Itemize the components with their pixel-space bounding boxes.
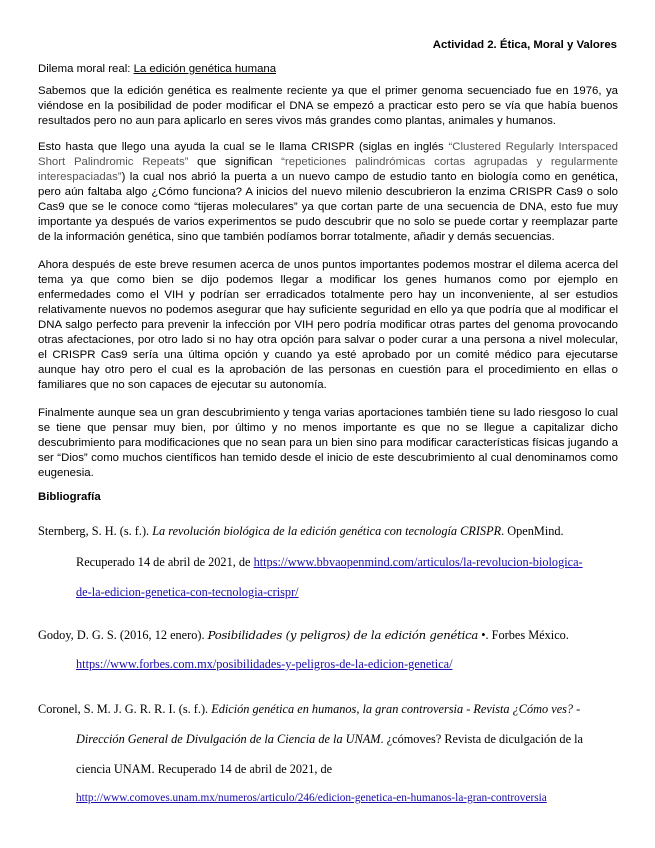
p2-text-a: Esto hasta que llego una ayuda la cual se le llama CRISPR (siglas en inglés (38, 141, 449, 153)
reference-2-line-1 (38, 628, 569, 643)
reference-3-line-3: ciencia UNAM. Recuperado 14 de abril de 2021, de (76, 762, 333, 776)
p2-crispr-spanish: “repeticiones palindrómicas cortas agrupadas y regularmente interespaciadas” (38, 156, 618, 183)
dilemma-line (38, 62, 276, 77)
ref1-author: Sternberg, S. H. (s. f.). (38, 524, 153, 538)
paragraph-1: Sabemos que la edición genética es realmente reciente ya que el primer genoma secuenciado fue en 1976, ya viéndose en la posibilidad de poder modificar el DNA se empezó a practicar esto pero se vía que había buenos resultados pero no aun para aplicarlo en seres vivos más grandes como plantas, animales y humanos. (38, 85, 618, 127)
ref2-title: Posibilidades (y peligros) de la edición genética (207, 628, 479, 642)
reference-3-line-1 (38, 702, 580, 717)
reference-3-line-4 (76, 792, 547, 804)
reference-1-line-2 (76, 555, 583, 570)
activity-title: Actividad 2. Ética, Moral y Valores (432, 39, 617, 51)
p2-text-c: que significan (188, 156, 282, 168)
p2-crispr-english: “Clustered Regularly Interspaced Short Palindromic Repeats” (38, 141, 619, 168)
ref3-title-continued: Dirección General de Divulgación de la Ciencia de la UNAM (76, 732, 381, 746)
dilemma-label: Dilema moral real: (38, 63, 134, 75)
paragraph-2 (38, 140, 618, 245)
ref2-author: Godoy, D. G. S. (2016, 12 enero). (38, 628, 208, 642)
ref3-link[interactable]: http://www.comoves.unam.mx/numeros/articulo/246/edicion-genetica-en-humanos-la-gran-controversia (76, 792, 547, 804)
paragraph-4: Finalmente aunque sea un gran descubrimiento y tenga varias aportaciones también tiene su lado riesgoso lo cual se tiene que pensar muy bien, por último y no menos importante es que no se llegue a capitalizar dicho descubrimiento para modificaciones que no sean para un bien sino para modificar características físicas jugando a ser “Dios” como muchos científicos han temido desde el inicio de este descubrimiento al cual denominamos como eugenesia. (38, 407, 618, 479)
reference-3-line-2 (76, 732, 583, 747)
ref3-publisher: . ¿cómoves? Revista de diculgación de la (380, 732, 583, 746)
ref2-link[interactable]: https://www.forbes.com.mx/posibilidades-y-peligros-de-la-edicion-genetica/ (76, 657, 453, 671)
ref1-publisher: . OpenMind. (501, 524, 564, 538)
ref2-publisher: •. Forbes México. (478, 628, 569, 642)
bibliography-heading: Bibliografía (38, 491, 101, 503)
ref1-link[interactable]: https://www.bbvaopenmind.com/articulos/la-revolucion-biologica- (253, 555, 583, 569)
p2-text-e: ) la cual nos abrió la puerta a un nuevo campo de estudio tanto en biología como en genética, pero aún faltaba algo ¿Cómo funciona? A inicios del nuevo milenio descubrieron la enzima CRISPR Cas9 o solo Cas9 que se le conoce como “tijeras moleculares” ya que cortan parte de una secuencia de DNA, esto fue muy importante ya después de varios experimentos se pudo descubrir que no solo se puede cortar y reemplazar parte de la información genética, sino que también podíamos borrar totalmente, añadir y demás secuencias. (38, 171, 618, 243)
ref1-retrieved: Recuperado 14 de abril de 2021, de (76, 555, 254, 569)
paragraph-3: Ahora después de este breve resumen acerca de unos puntos importantes podemos mostrar el dilema acerca del tema ya que como bien se dijo podemos llegar a modificar los genes humanos como por ejemplo en enfermedades como el VIH y podrían ser erradicados totalmente pero hay un inconveniente, al ser estudios relativamente nuevos no podemos asegurar que hay suficiente seguridad en ello ya que podría que al modificar el DNA salgo perfecto para prevenir la infección por VIH pero podría modificar otras partes del genoma provocando otras afectaciones, por otro lado si no hay otra opción para salvar o poder curar a una persona a nivel molecular, el CRISPR Cas9 sería una última opción y cuando ya esté aprobado por un comité médico para ejecutarse aunque hay otro pero el cual es la aprobación de las personas en cuestión para el procedimiento en ellas o familiares que no son capaces de ejecutar su autonomía. (38, 259, 618, 391)
ref3-title: Edición genética en humanos, la gran controversia - Revista ¿Cómo ves? - (211, 702, 581, 716)
ref1-title: La revolución biológica de la edición genética con tecnología CRISPR (152, 524, 502, 538)
dilemma-topic: La edición genética humana (133, 63, 277, 75)
reference-1-line-3 (76, 585, 299, 600)
ref3-author: Coronel, S. M. J. G. R. R. I. (s. f.). (38, 702, 212, 716)
reference-2-line-2 (76, 657, 453, 672)
ref1-link-continued[interactable]: de-la-edicion-genetica-con-tecnologia-crispr/ (76, 585, 299, 599)
reference-1-line-1 (38, 524, 564, 539)
